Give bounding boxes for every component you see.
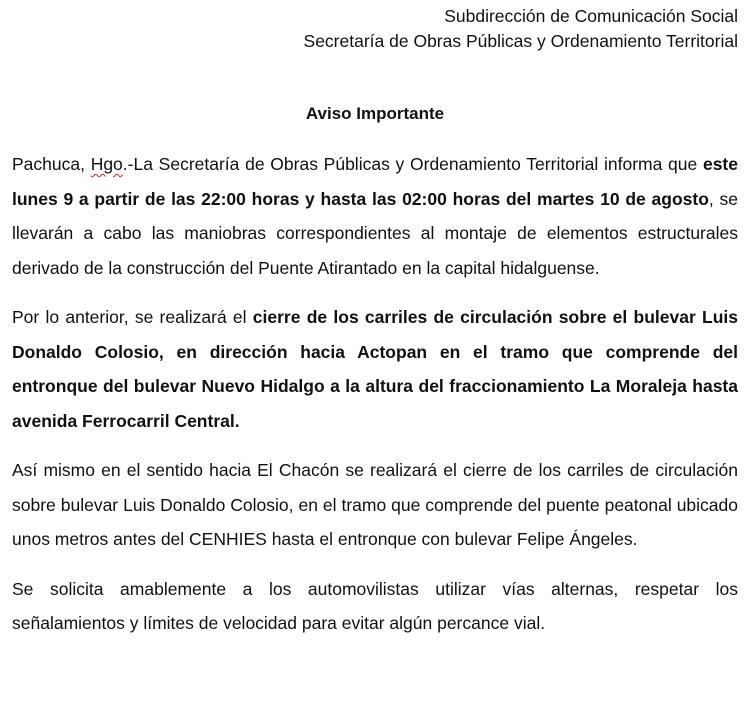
document-header bbox=[12, 4, 738, 54]
p2-prefix: Por lo anterior, se realizará el bbox=[12, 307, 253, 327]
header-secretariat: Secretaría de Obras Públicas y Ordenamiento Territorial bbox=[303, 31, 738, 51]
p1-prefix: Pachuca, bbox=[12, 154, 91, 174]
notice-title: Aviso Importante bbox=[305, 104, 445, 123]
paragraph-request: Se solicita amablemente a los automovilistas utilizar vías alternas, respetar los señalamientos y límites de velocidad para evitar algún percance vial. bbox=[12, 578, 738, 633]
p1-hgo-spellcheck: Hgo bbox=[90, 154, 123, 174]
paragraph-closure bbox=[12, 300, 738, 438]
p1-rest: , se llevarán a cabo las maniobras correspondientes al montaje de elementos estructurales derivado de la construcción del Puente Atirantado en la capital hidalguense. bbox=[12, 188, 738, 278]
paragraph-announcement bbox=[12, 147, 738, 285]
p1-schedule-bold: este lunes 9 a partir de las 22:00 horas y hasta las 02:00 horas del martes 10 de agosto bbox=[12, 154, 738, 209]
p2-closure-bold: cierre de los carriles de circulación sobre el bulevar Luis Donaldo Colosio, en dirección hacia Actopan en el tramo que comprende del entronque del bulevar Nuevo Hidalgo a la altura del fraccionamiento La Moraleja hasta avenida Ferrocarril Central. bbox=[12, 307, 738, 431]
header-department: Subdirección de Comunicación Social bbox=[444, 6, 738, 26]
paragraph-chacon-direction: Así mismo en el sentido hacia El Chacón se realizará el cierre de los carriles de circulación sobre bulevar Luis Donaldo Colosio, en el tramo que comprende del puente peatonal ubicado unos metros antes del CENHIES hasta el entronque con bulevar Felipe Ángeles. bbox=[12, 460, 738, 549]
p1-intro: .-La Secretaría de Obras Públicas y Ordenamiento Territorial informa que bbox=[122, 154, 703, 174]
